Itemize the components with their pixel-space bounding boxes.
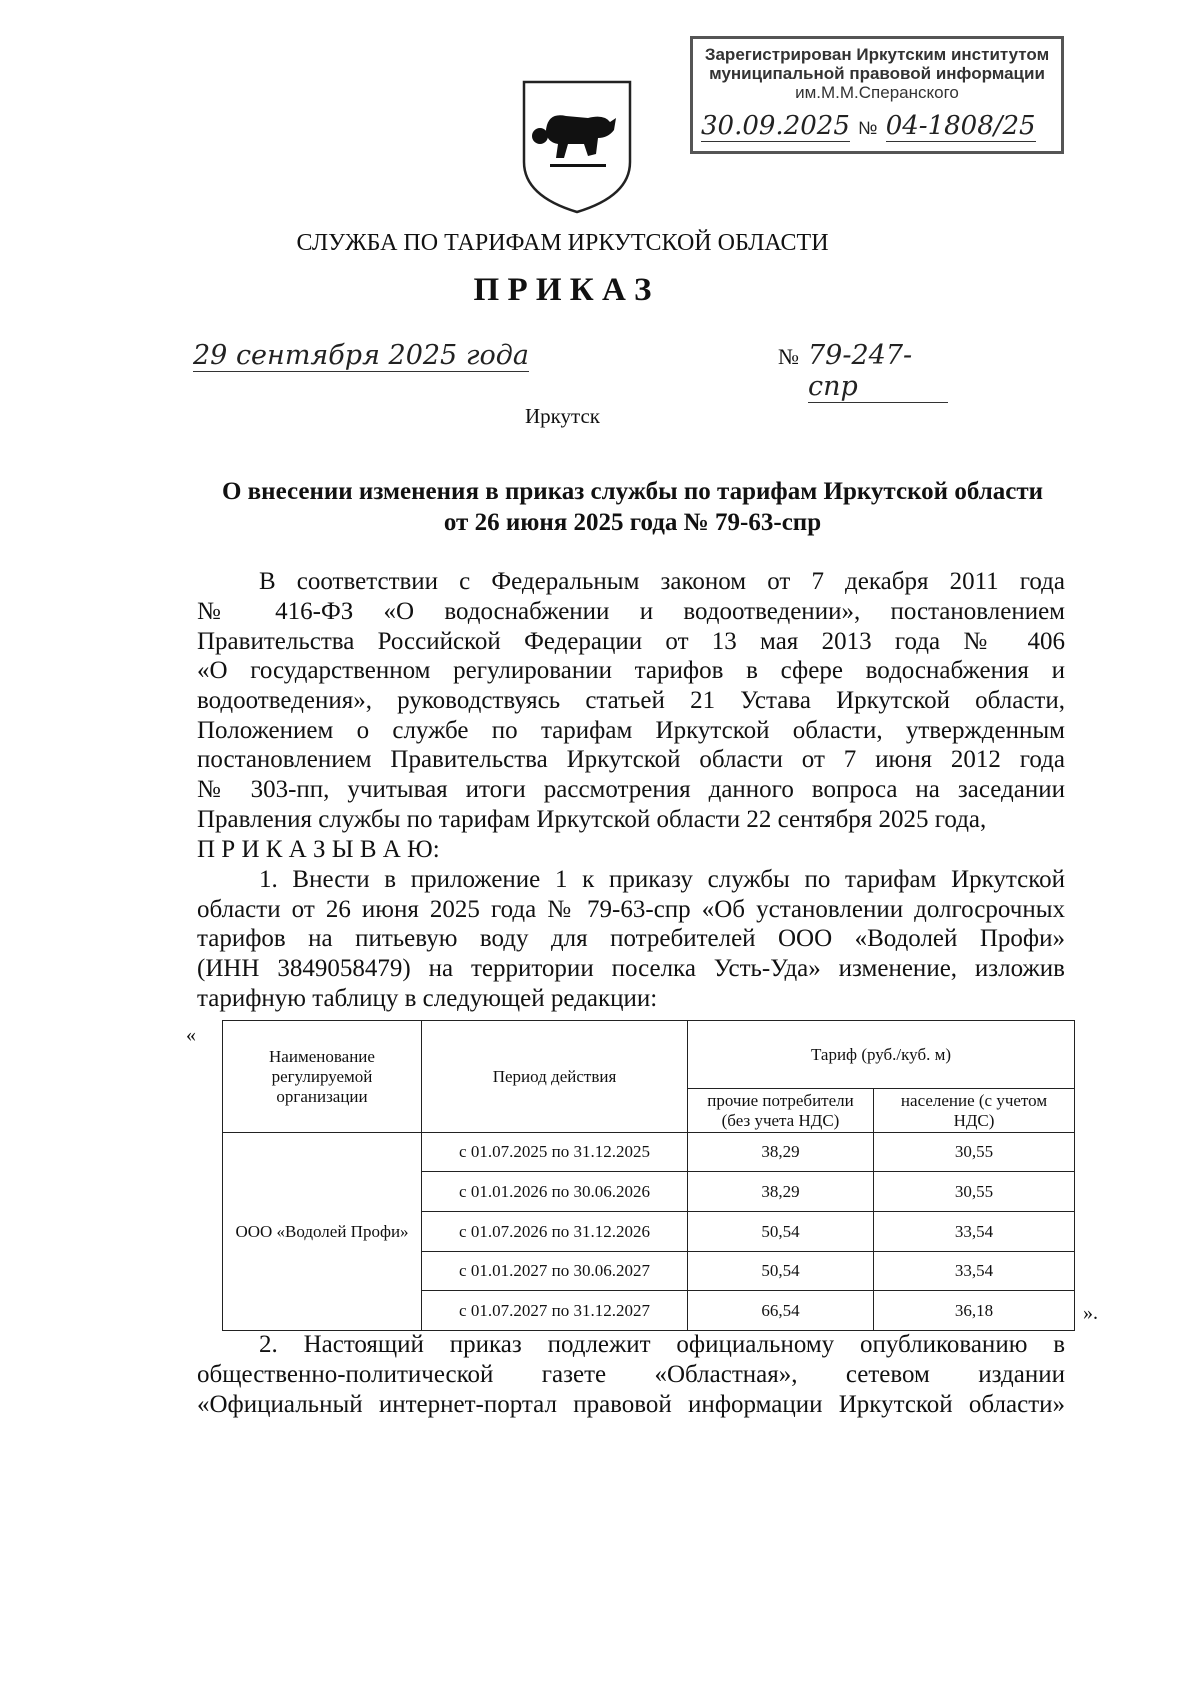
stamp-line-2: муниципальной правовой информации	[709, 64, 1045, 83]
period: с 01.07.2025 по 31.12.2025	[422, 1133, 688, 1172]
title-line-1: О внесении изменения в приказ службы по тарифам Иркутской области	[221, 478, 1044, 505]
paragraph-line: «О государственном регулировании тарифов в сфере водоснабжения и	[197, 657, 1065, 684]
tariff-population: 33,54	[874, 1252, 1075, 1291]
tariff-population: 36,18	[874, 1291, 1075, 1331]
tariff-population: 30,55	[874, 1133, 1075, 1172]
item-2-line: «Официальный интернет-портал правовой информации Иркутской области»	[197, 1391, 1065, 1418]
orders-word: П Р И К А З Ы В А Ю:	[197, 836, 440, 863]
period: с 01.01.2026 по 30.06.2026	[422, 1172, 688, 1212]
tariff-table	[222, 1020, 1075, 1331]
tariff-other: 38,29	[688, 1172, 874, 1212]
registration-stamp	[690, 36, 1064, 154]
item-2-line: общественно-политической газете «Областная», сетевом издании	[197, 1361, 1065, 1388]
item-1-line: тарифов на питьевую воду для потребителей ООО «Водолей Профи»	[197, 925, 1065, 952]
doc-type-heading: П Р И К А З	[473, 272, 652, 308]
stamp-line-3: им.М.М.Сперанского	[795, 83, 959, 102]
paragraph-line: Правления службы по тарифам Иркутской области 22 сентября 2025 года,	[197, 806, 987, 833]
tariff-population: 33,54	[874, 1212, 1075, 1252]
paragraph-line: № 416-ФЗ «О водоснабжении и водоотведении», постановлением	[197, 598, 1065, 625]
period: с 01.07.2026 по 31.12.2026	[422, 1212, 688, 1252]
item-1-line: тарифную таблицу в следующей редакции:	[197, 985, 658, 1012]
period: с 01.01.2027 по 30.06.2027	[422, 1252, 688, 1291]
paragraph-line: В соответствии с Федеральным законом от 7 декабря 2011 года	[259, 568, 1065, 595]
tariff-other: 50,54	[688, 1252, 874, 1291]
title-line-2: от 26 июня 2025 года № 79-63-спр	[443, 509, 822, 536]
header-other-consumers: прочие потребители (без учета НДС)	[688, 1089, 874, 1133]
order-date: 29 сентября 2025 года	[193, 340, 529, 371]
header-period: Период действия	[422, 1021, 688, 1133]
agency-name: СЛУЖБА ПО ТАРИФАМ ИРКУТСКОЙ ОБЛАСТИ	[296, 230, 829, 256]
table-row	[223, 1133, 1075, 1172]
stamp-line-1: Зарегистрирован Иркутским институтом	[704, 45, 1050, 64]
order-number-label: №	[778, 344, 799, 369]
paragraph-line: водоотведения», руководствуясь статьей 21 Устава Иркутской области,	[197, 687, 1065, 714]
item-1-line: области от 26 июня 2025 года № 79-63-спр «Об установлении долгосрочных	[197, 896, 1065, 923]
tariff-other: 50,54	[688, 1212, 874, 1252]
header-tariff: Тариф (руб./куб. м)	[688, 1021, 1075, 1089]
coat-of-arms-emblem	[518, 78, 636, 216]
city: Иркутск	[524, 404, 601, 428]
stamp-number: 04-1808/25	[885, 111, 1036, 141]
order-number: 79-247-спр	[808, 340, 948, 403]
stamp-number-label: №	[858, 118, 878, 138]
document-title	[0, 476, 1200, 538]
paragraph-line: Правительства Российской Федерации от 13 мая 2013 года № 406	[197, 628, 1065, 655]
tariff-population: 30,55	[874, 1172, 1075, 1212]
paragraph-line: постановлением Правительства Иркутской области от 7 июня 2012 года	[197, 746, 1065, 773]
tariff-other: 38,29	[688, 1133, 874, 1172]
paragraph-line: № 303-пп, учитывая итоги рассмотрения данного вопроса на заседании	[197, 776, 1065, 803]
header-population: население (с учетом НДС)	[874, 1089, 1075, 1133]
quote-close: ».	[1083, 1302, 1098, 1324]
tariff-other: 66,54	[688, 1291, 874, 1331]
period: с 01.07.2027 по 31.12.2027	[422, 1291, 688, 1331]
stamp-date: 30.09.2025	[701, 111, 850, 141]
item-1-line: (ИНН 3849058479) на территории поселка Усть-Уда» изменение, изложив	[197, 955, 1065, 982]
paragraph-line: Положением о службе по тарифам Иркутской области, утвержденным	[197, 717, 1065, 744]
org-name: ООО «Водолей Профи»	[223, 1133, 422, 1331]
header-org: Наименование регулируемой организации	[223, 1021, 422, 1133]
item-2-line: 2. Настоящий приказ подлежит официальному опубликованию в	[259, 1331, 1065, 1358]
item-1-line: 1. Внести в приложение 1 к приказу службы по тарифам Иркутской	[259, 866, 1065, 893]
quote-open: «	[186, 1024, 196, 1046]
